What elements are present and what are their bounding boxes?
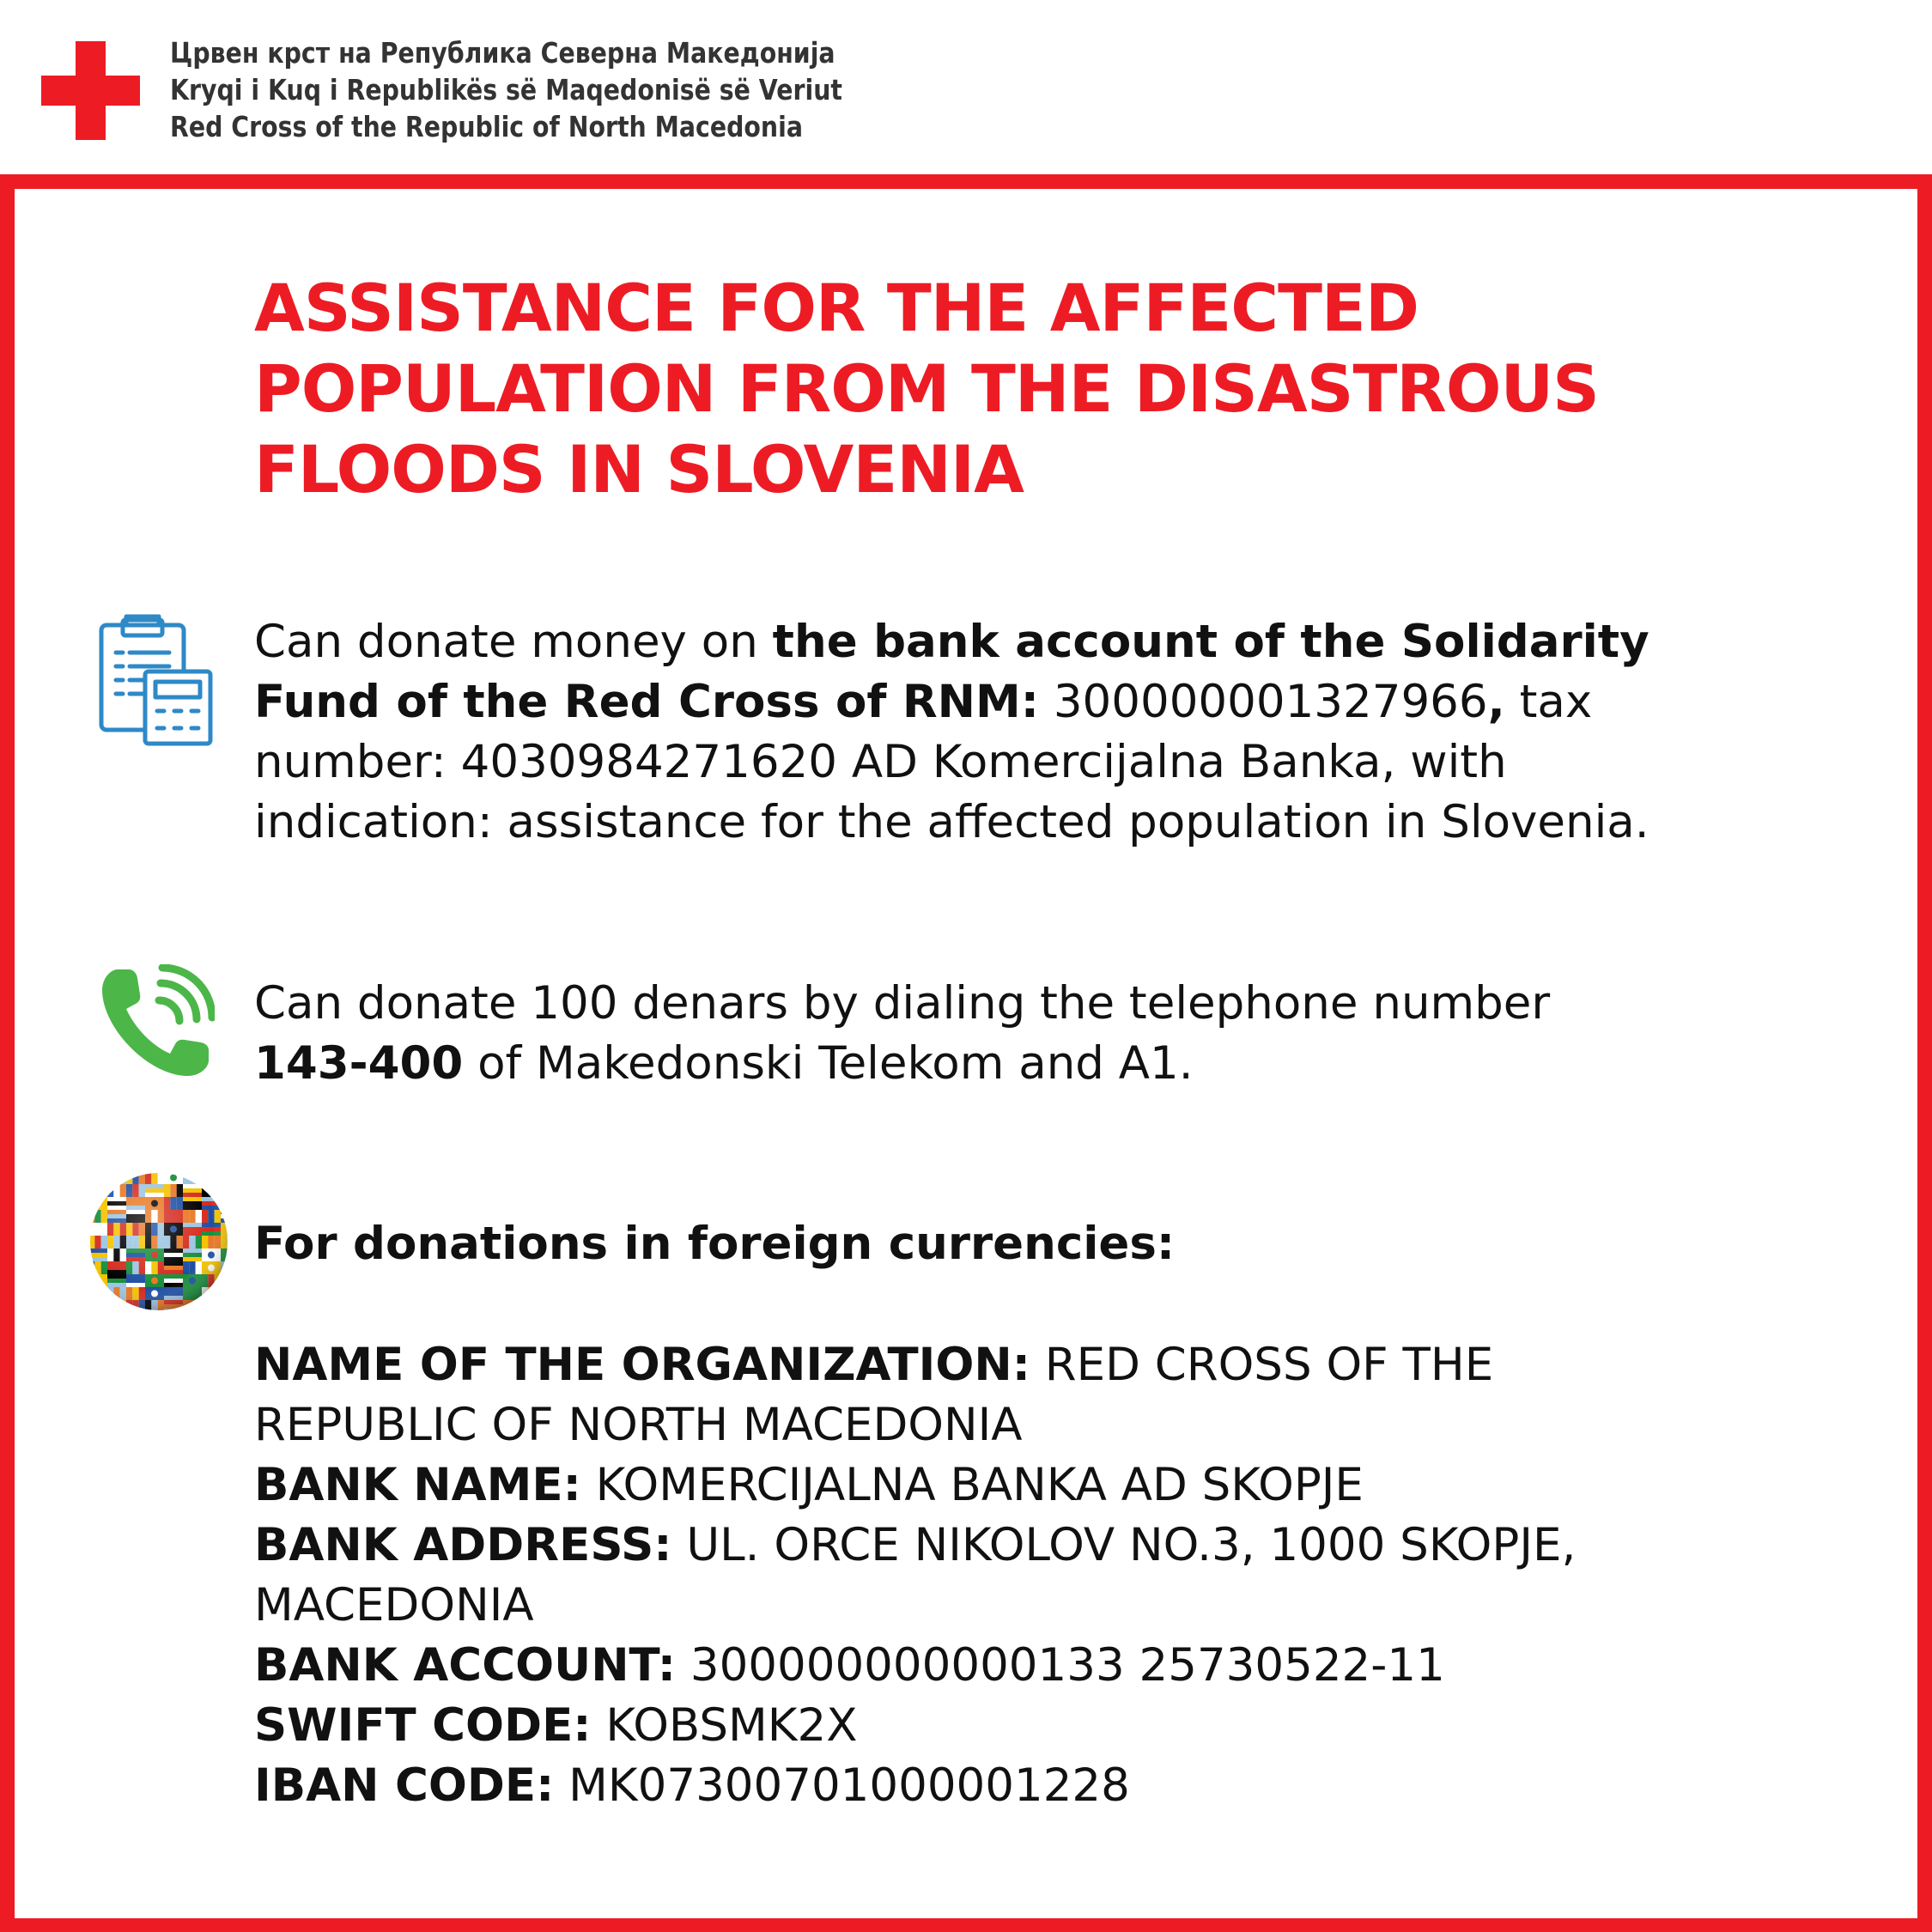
phone-ringing-icon — [99, 964, 215, 1080]
foreign-details — [254, 1335, 1576, 1816]
bank-line-3: number: 4030984271620 AD Komercijalna Banka, with — [254, 736, 1507, 788]
red-cross-icon — [41, 41, 140, 140]
phone-line-1: Can donate 100 denars by dialing the telephone number — [254, 977, 1551, 1030]
detail-bank-address-cont: MACEDONIA — [254, 1579, 534, 1631]
solidarity-fund-label: Fund of the Red Cross of RNM: — [254, 676, 1039, 728]
org-name-sq: Kryqi i Kuq i Republikës së Maqedonisë së Veriut — [170, 73, 842, 106]
org-name-en: Red Cross of the Republic of North Macedonia — [170, 110, 803, 143]
bank-account-number: 300000001327966 — [1038, 676, 1488, 728]
detail-bank-account: BANK ACCOUNT: 300000000000133 25730522-11 — [254, 1639, 1445, 1692]
bank-paragraph — [254, 612, 1649, 853]
bank-line-2: Fund of the Red Cross of RNM: 300000001327966, tax — [254, 676, 1593, 728]
clipboard-calculator-icon — [97, 610, 217, 749]
detail-org: NAME OF THE ORGANIZATION: RED CROSS OF THE — [254, 1339, 1494, 1391]
header — [0, 0, 1932, 172]
detail-bank-address: BANK ADDRESS: UL. ORCE NIKOLOV NO.3, 1000 SKOPJE, — [254, 1519, 1577, 1571]
detail-swift: SWIFT CODE: KOBSMK2X — [254, 1699, 858, 1752]
bank-account-emphasis: the bank account of the Solidarity — [772, 616, 1649, 668]
detail-iban: IBAN CODE: MK07300701000001228 — [254, 1759, 1130, 1812]
phone-paragraph — [254, 974, 1550, 1094]
title-line: POPULATION FROM THE DISASTROUS — [254, 350, 1599, 427]
phone-number: 143-400 — [254, 1037, 464, 1090]
title-line: ASSISTANCE FOR THE AFFECTED — [254, 270, 1419, 346]
bank-line-4: indication: assistance for the affected population in Slovenia. — [254, 796, 1649, 848]
phone-line-2: 143-400 of Makedonski Telekom and A1. — [254, 1037, 1194, 1090]
title-line: FLOODS IN SLOVENIA — [254, 431, 1024, 507]
detail-org-cont: REPUBLIC OF NORTH MACEDONIA — [254, 1399, 1023, 1451]
page-title — [254, 268, 1714, 510]
detail-bank-name: BANK NAME: KOMERCIJALNA BANKA AD SKOPJE — [254, 1459, 1364, 1511]
bank-line-1: Can donate money on the bank account of the Solidarity — [254, 616, 1649, 668]
foreign-heading: For donations in foreign currencies: — [254, 1218, 1176, 1270]
org-names — [170, 34, 951, 145]
org-name-mk: Црвен крст на Република Северна Македонија — [170, 36, 835, 70]
world-flags-globe-icon — [88, 1171, 230, 1313]
